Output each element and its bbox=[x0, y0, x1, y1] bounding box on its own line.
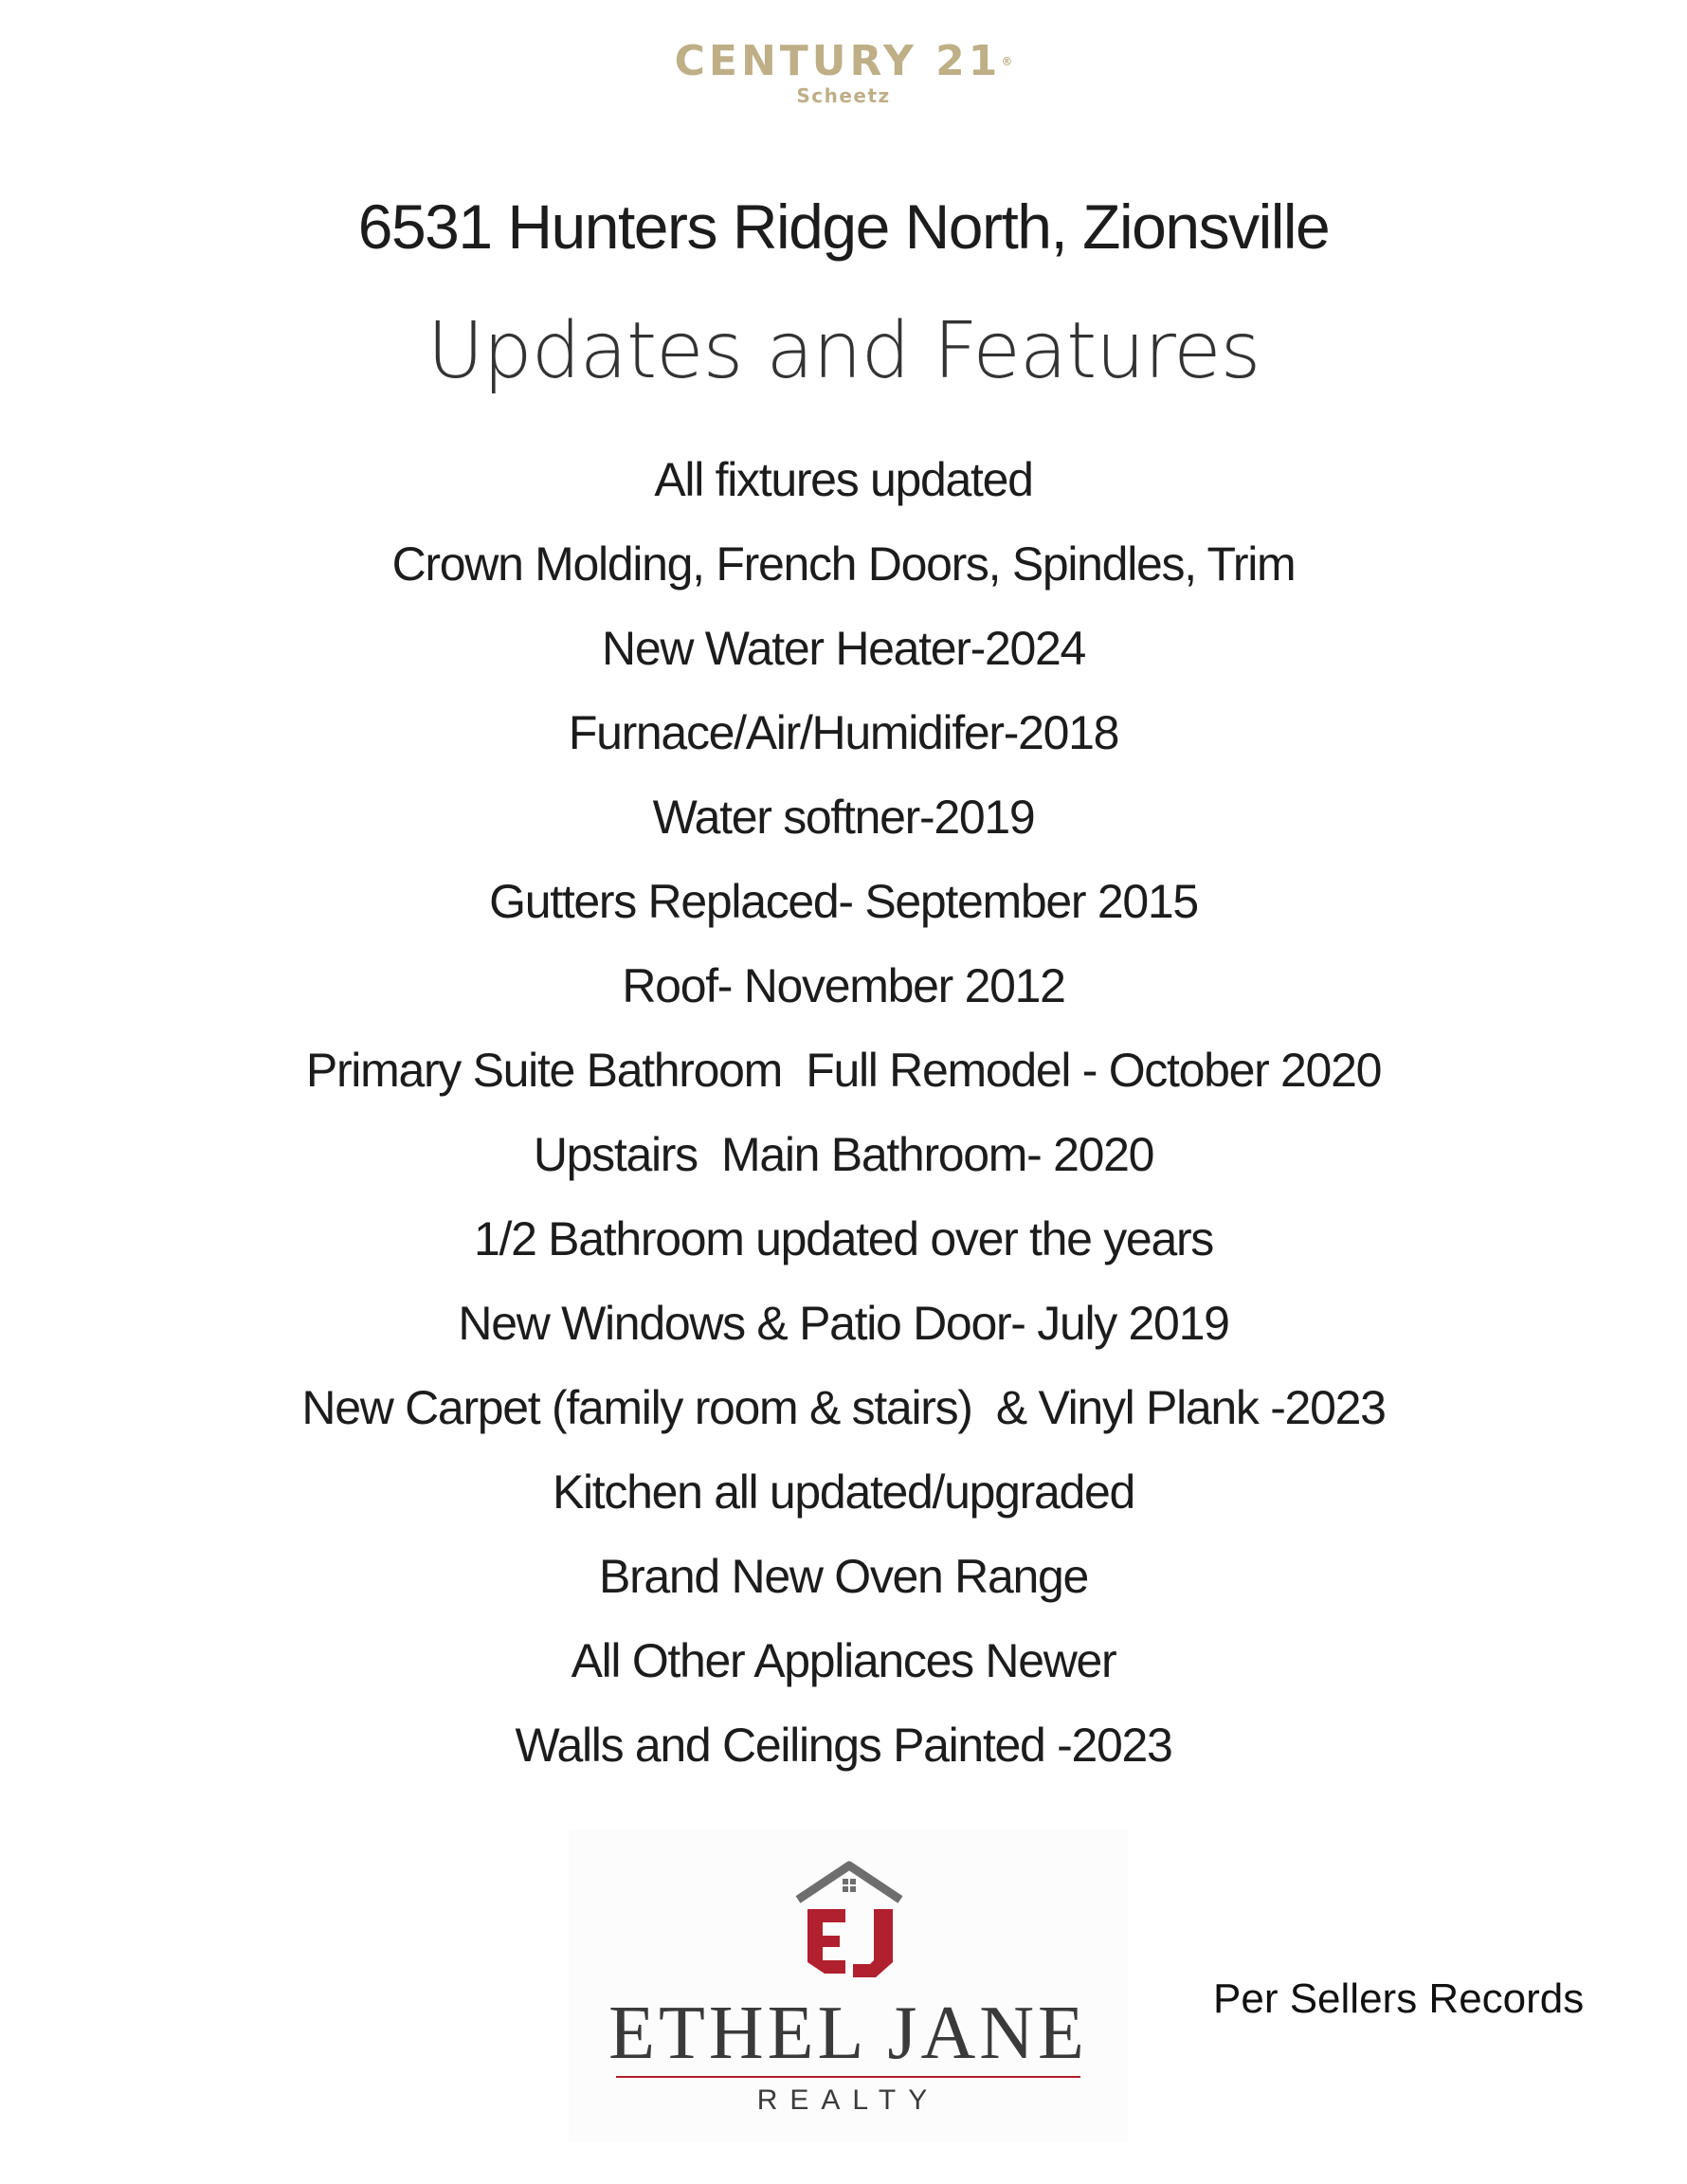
page-heading: Updates and Features bbox=[426, 306, 1261, 396]
feature-item: Kitchen all updated/upgraded bbox=[552, 1465, 1135, 1519]
feature-item: Furnace/Air/Humidifer-2018 bbox=[568, 706, 1119, 759]
feature-item: 1/2 Bathroom updated over the years bbox=[473, 1212, 1213, 1265]
century21-logo bbox=[0, 36, 1687, 106]
feature-item: New Carpet (family room & stairs) & Vinyl Plank -2023 bbox=[301, 1381, 1386, 1434]
feature-item: Primary Suite Bathroom Full Remodel - October 2020 bbox=[305, 1044, 1382, 1097]
property-address: 6531 Hunters Ridge North, Zionsville bbox=[357, 191, 1330, 262]
feature-item: Brand New Oven Range bbox=[599, 1550, 1088, 1603]
agency-subtitle: REALTY bbox=[756, 2084, 940, 2116]
feature-item: Gutters Replaced- September 2015 bbox=[489, 875, 1198, 928]
agency-name: ETHEL JANE bbox=[608, 1992, 1088, 2075]
house-ej-monogram-icon bbox=[569, 1829, 1128, 1991]
feature-item: Crown Molding, French Doors, Spindles, Trim bbox=[391, 537, 1296, 591]
feature-item: New Windows & Patio Door- July 2019 bbox=[458, 1297, 1229, 1350]
feature-item: All fixtures updated bbox=[654, 453, 1033, 506]
feature-item: All Other Appliances Newer bbox=[571, 1634, 1116, 1687]
registered-mark-icon: ® bbox=[1001, 55, 1013, 68]
century21-brand-name: CENTURY 21 bbox=[674, 37, 1002, 85]
feature-item: Walls and Ceilings Painted -2023 bbox=[515, 1719, 1172, 1772]
feature-item: New Water Heater-2024 bbox=[602, 622, 1085, 675]
features-list bbox=[0, 449, 1687, 1799]
source-note: Per Sellers Records bbox=[1213, 1975, 1585, 2022]
feature-item: Water softner-2019 bbox=[652, 791, 1035, 844]
century21-office-name: Scheetz bbox=[796, 84, 891, 107]
feature-item: Upstairs Main Bathroom- 2020 bbox=[533, 1128, 1154, 1181]
ethel-jane-realty-logo bbox=[569, 1829, 1128, 2142]
agency-logo-divider bbox=[616, 2076, 1080, 2078]
feature-item: Roof- November 2012 bbox=[622, 959, 1065, 1012]
